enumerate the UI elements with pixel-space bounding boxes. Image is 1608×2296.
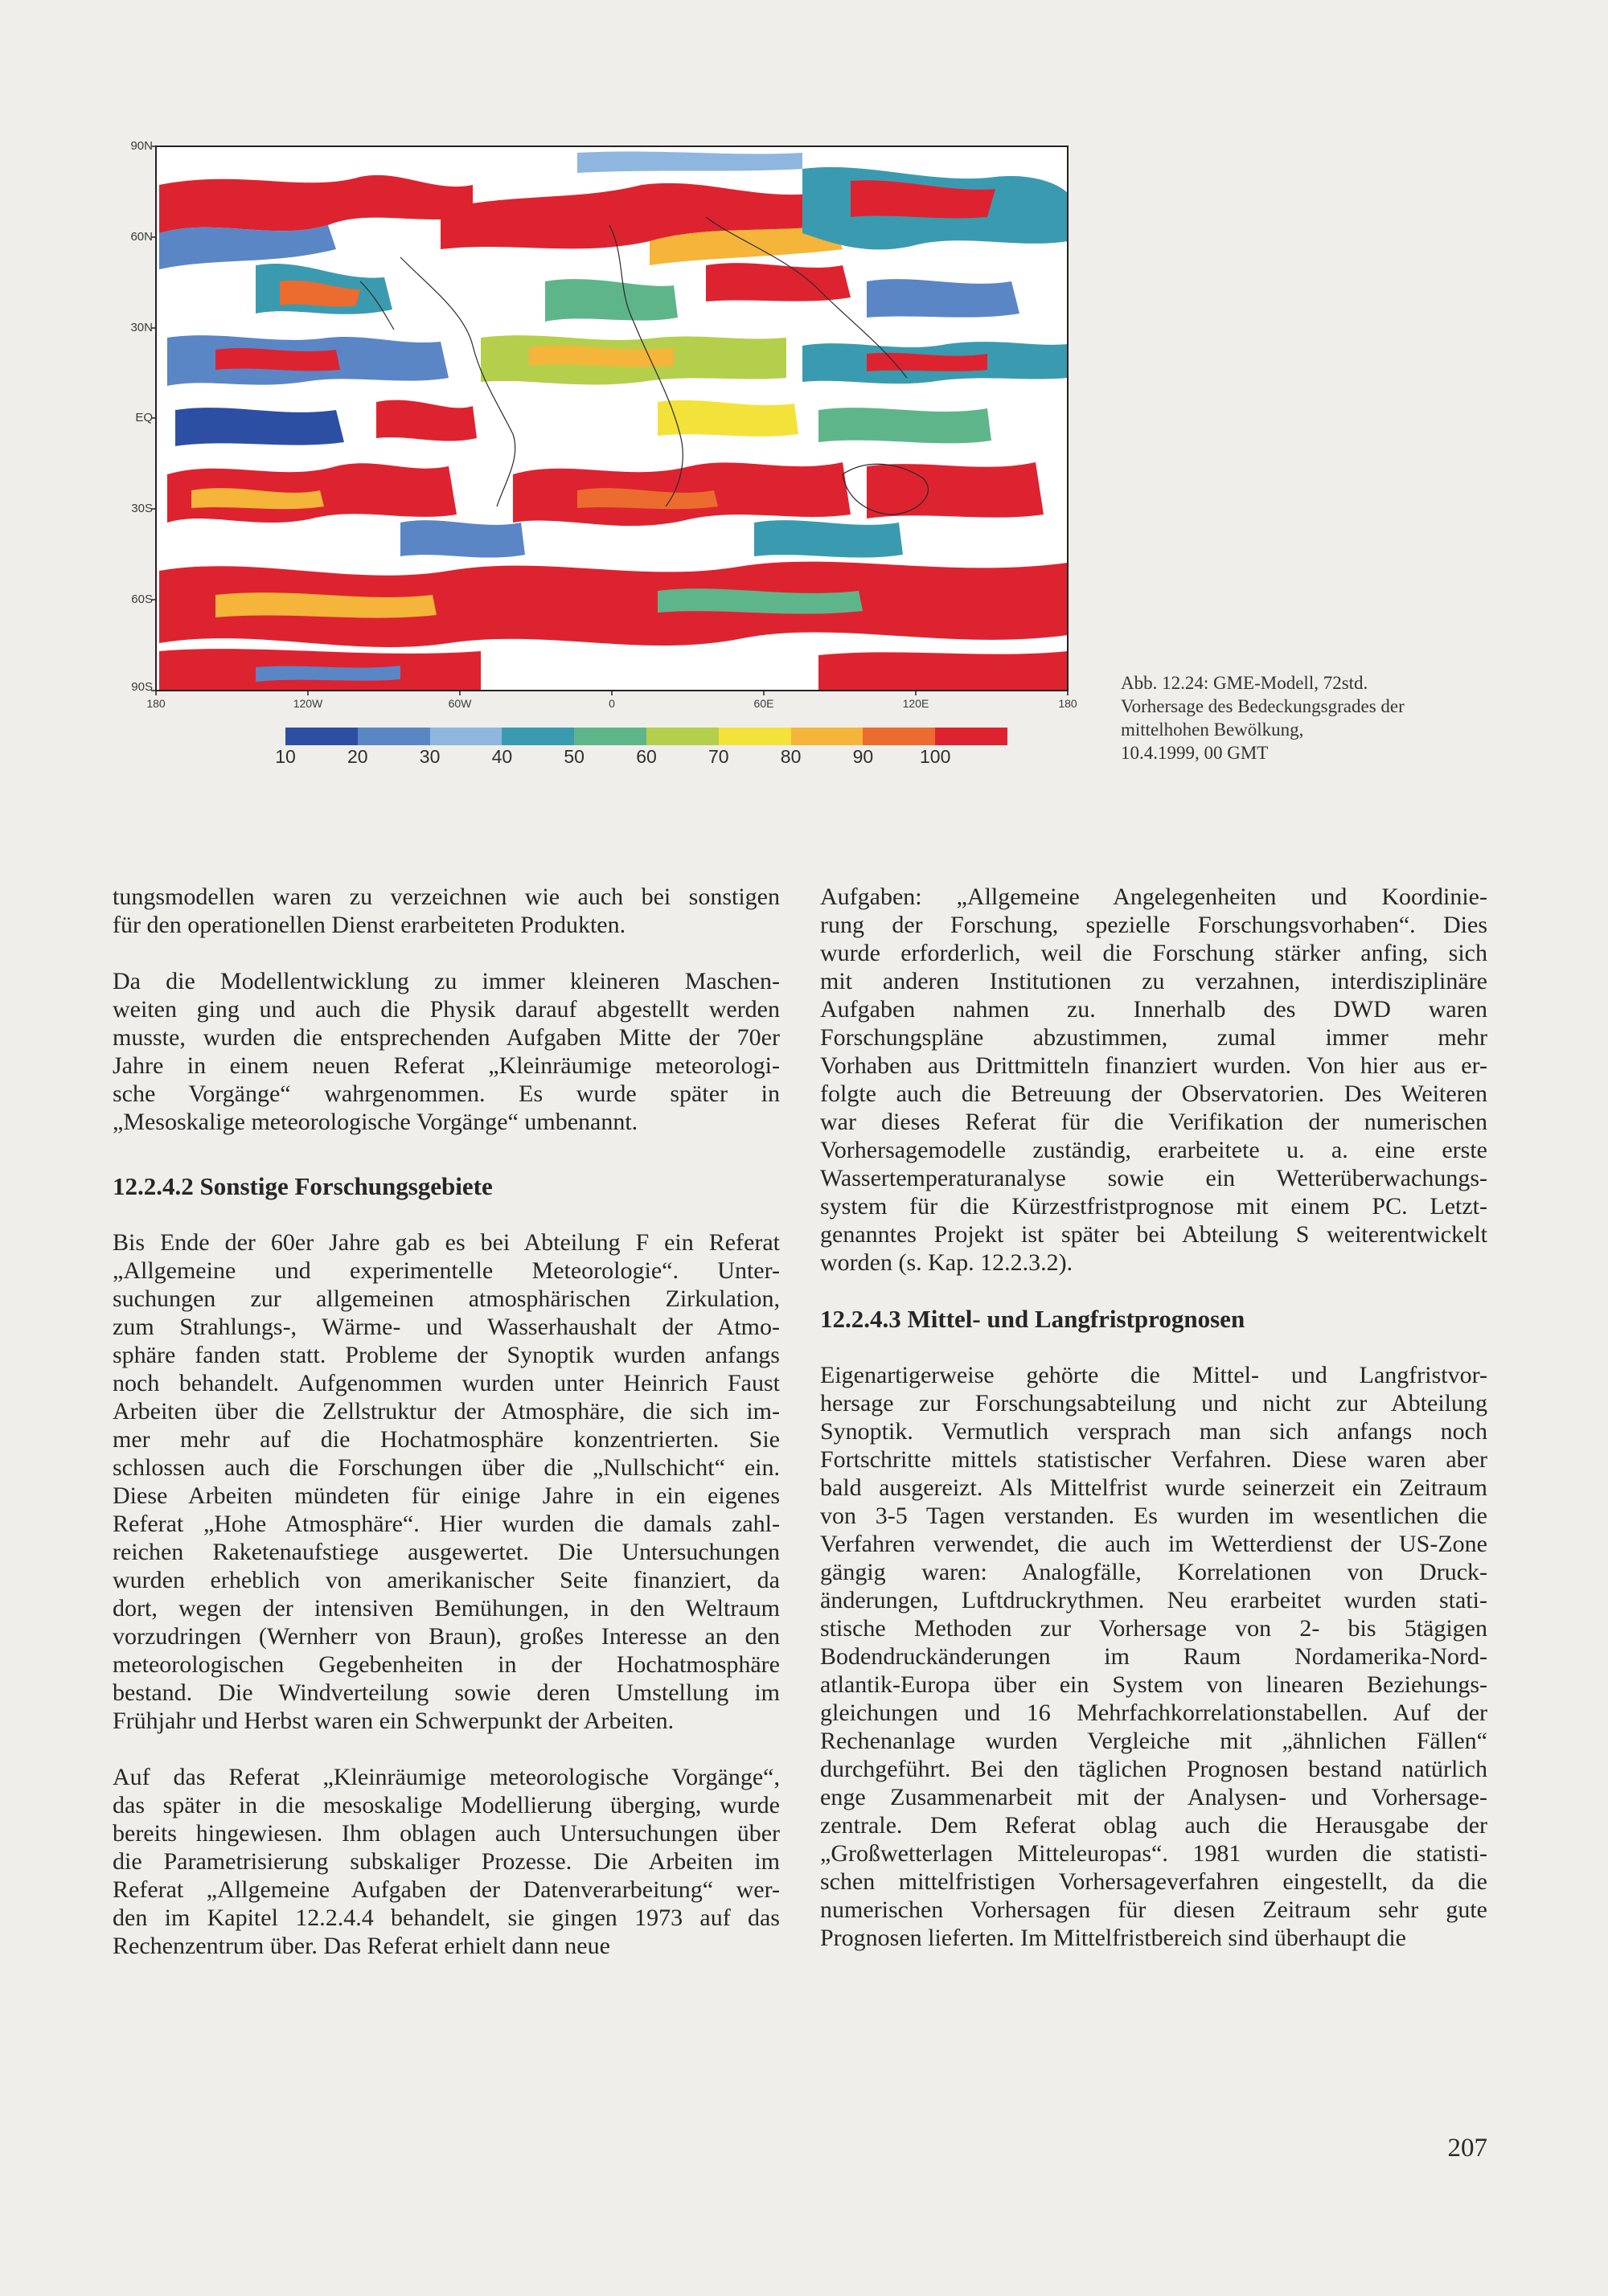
colorbar <box>285 728 1007 745</box>
lon-label: 180 <box>1058 697 1077 710</box>
text-line: „Mesoskalige meteorologische Vorgänge“ umbenannt. <box>113 1109 638 1135</box>
text-line: gleichungen und 16 Mehrfachkorrelationstabellen. Auf der <box>820 1699 1487 1726</box>
paragraph <box>113 1763 780 1960</box>
text-line: Eigenartigerweise gehörte die Mittel- und Langfristvor- <box>820 1362 1487 1388</box>
text-line: rung der Forschung, spezielle Forschungsvorhaben“. Dies <box>820 912 1487 938</box>
colorbar-segment <box>358 728 430 745</box>
text-line: Forschungspläne abzustimmen, zumal immer mehr <box>820 1024 1487 1051</box>
text-line: war dieses Referat für die Verifikation der numerischen <box>820 1109 1487 1135</box>
text-line: bestand. Die Windverteilung sowie deren Umstellung im <box>113 1679 780 1706</box>
text-line: vorzudringen (Wernherr von Braun), großes Interesse an den <box>113 1623 780 1650</box>
text-line: Rechenanlage wurden Vergleiche mit „ähnlichen Fällen“ <box>820 1728 1487 1754</box>
text-line: Auf das Referat „Kleinräumige meteorologische Vorgänge“, <box>113 1764 780 1790</box>
colorbar-label: 10 <box>275 746 296 767</box>
lat-label: 60N <box>130 230 153 244</box>
text-line: Prognosen lieferten. Im Mittelfristbereich sind überhaupt die <box>820 1925 1406 1951</box>
text-line: Bodendruckänderungen im Raum Nordamerika-Nord- <box>820 1643 1487 1670</box>
text-line: noch behandelt. Aufgenommen wurden unter Heinrich Faust <box>113 1370 780 1396</box>
text-line: zum Strahlungs-, Wärme- und Wasserhaushalt der Atmo- <box>113 1314 780 1340</box>
cloud-cover-map-figure <box>95 137 1092 715</box>
lon-label: 60W <box>448 697 472 710</box>
text-line: Aufgaben nahmen zu. Innerhalb des DWD waren <box>820 996 1487 1023</box>
colorbar-label: 90 <box>852 746 874 767</box>
lon-label: 120E <box>902 697 929 710</box>
colorbar-label: 60 <box>636 746 657 767</box>
colorbar-segment <box>502 728 574 745</box>
colorbar-segment <box>646 728 719 745</box>
right-column <box>820 883 1487 1980</box>
text-line: sphäre fanden statt. Probleme der Synoptik wurden anfangs <box>113 1342 780 1368</box>
text-line: schen mittelfristigen Vorhersageverfahren eingestellt, da die <box>820 1868 1487 1895</box>
lon-label: 180 <box>146 697 166 710</box>
lat-label: 90S <box>131 680 153 694</box>
text-line: Arbeiten über die Zellstruktur der Atmosphäre, die sich im- <box>113 1398 780 1425</box>
figure-caption <box>1121 671 1523 765</box>
text-line: „Großwetterlagen Mitteleuropas“. 1981 wurden die statisti- <box>820 1840 1487 1867</box>
colorbar-label: 70 <box>708 746 729 767</box>
colorbar-segment <box>935 728 1007 745</box>
text-line: worden (s. Kap. 12.2.3.2). <box>820 1249 1073 1276</box>
text-line: numerischen Vorhersagen für diesen Zeitraum sehr gute <box>820 1896 1487 1923</box>
text-line: Synoptik. Vermutlich versprach man sich anfangs noch <box>820 1418 1487 1445</box>
text-line: enge Zusammenarbeit mit der Analysen- und Vorhersage- <box>820 1784 1487 1810</box>
paragraph <box>113 1228 780 1735</box>
text-line: system für die Kürzestfristprognose mit einem PC. Letzt- <box>820 1193 1487 1220</box>
text-line: Aufgaben: „Allgemeine Angelegenheiten und Koordinie- <box>820 884 1487 910</box>
text-line: weiten ging und auch die Physik darauf abgestellt werden <box>113 996 780 1023</box>
text-line: Referat „Allgemeine Aufgaben der Datenverarbeitung“ wer- <box>113 1876 780 1903</box>
page-number: 207 <box>1447 2134 1487 2163</box>
text-line: Wassertemperaturanalyse sowie ein Wetterüberwachungs- <box>820 1165 1487 1191</box>
colorbar-labels <box>273 746 981 770</box>
text-line: atlantik-Europa über ein System von linearen Beziehungs- <box>820 1671 1487 1698</box>
lat-label: 90N <box>130 139 153 153</box>
text-line: bald ausgereizt. Als Mittelfrist wurde seinerzeit ein Zeitraum <box>820 1474 1487 1501</box>
caption-line: Vorhersage des Bedeckungsgrades der <box>1121 696 1405 716</box>
text-line: sche Vorgänge“ wahrgenommen. Es wurde später in <box>113 1080 780 1107</box>
text-line: Frühjahr und Herbst waren ein Schwerpunkt der Arbeiten. <box>113 1708 675 1734</box>
text-line: das später in die mesoskalige Modellierung überging, wurde <box>113 1792 780 1818</box>
text-line: Rechenzentrum über. Das Referat erhielt dann neue <box>113 1933 610 1959</box>
text-line: meteorologischen Gegebenheiten in der Hochatmosphäre <box>113 1651 780 1678</box>
text-line: mit anderen Institutionen zu verzahnen, interdisziplinäre <box>820 968 1487 994</box>
text-line: hersage zur Forschungsabteilung und nicht zur Abteilung <box>820 1390 1487 1417</box>
colorbar-segment <box>285 728 358 745</box>
colorbar-label: 100 <box>920 746 951 767</box>
text-line: tungsmodellen waren zu verzeichnen wie auch bei sonstigen <box>113 884 780 910</box>
text-line: Diese Arbeiten mündeten für einige Jahre in ein eigenes <box>113 1482 780 1509</box>
cloud-cover-map <box>95 137 1092 715</box>
text-line: stische Methoden zur Vorhersage von 2- bis 5tägigen <box>820 1615 1487 1642</box>
text-line: für den operationellen Dienst erarbeiteten Produkten. <box>113 912 626 938</box>
colorbar-segment <box>430 728 503 745</box>
lat-label: 60S <box>131 592 153 606</box>
caption-line: 10.4.1999, 00 GMT <box>1121 743 1269 763</box>
text-line: Bis Ende der 60er Jahre gab es bei Abteilung F ein Referat <box>113 1229 780 1256</box>
section-heading: 12.2.4.2 Sonstige Forschungsgebiete <box>113 1172 493 1200</box>
text-line: genanntes Projekt ist später bei Abteilung S weiterentwickelt <box>820 1221 1487 1248</box>
colorbar-label: 20 <box>347 746 368 767</box>
text-line: Jahre in einem neuen Referat „Kleinräumige meteorologi- <box>113 1052 780 1079</box>
lat-label: 30N <box>130 321 153 334</box>
text-line: mer mehr auf die Hochatmosphäre konzentrierten. Sie <box>113 1426 780 1453</box>
text-line: schlossen auch die Forschungen über die „Nullschicht“ ein. <box>113 1454 780 1481</box>
text-line: Vorhersagemodelle zuständig, erarbeitete u. a. eine erste <box>820 1137 1487 1163</box>
lon-label: 60E <box>753 697 774 710</box>
paragraph <box>113 967 780 1136</box>
caption-line: Abb. 12.24: GME-Modell, 72std. <box>1121 673 1368 693</box>
text-line: musste, wurden die entsprechenden Aufgaben Mitte der 70er <box>113 1024 780 1051</box>
paragraph <box>113 883 780 939</box>
text-line: dort, wegen der intensiven Bemühungen, in den Weltraum <box>113 1595 780 1622</box>
section-heading: 12.2.4.3 Mittel- und Langfristprognosen <box>820 1305 1245 1333</box>
left-column <box>113 883 780 1988</box>
text-line: Da die Modellentwicklung zu immer kleineren Maschen- <box>113 968 780 994</box>
paragraph <box>820 1361 1487 1952</box>
text-line: änderungen, Luftdruckrythmen. Neu erarbeitet wurden stati- <box>820 1587 1487 1613</box>
text-line: bereits hingewiesen. Ihm oblagen auch Untersuchungen über <box>113 1820 780 1847</box>
colorbar-segment <box>791 728 863 745</box>
text-line: Verfahren verwendet, die auch im Wetterdienst der US-Zone <box>820 1531 1487 1557</box>
text-line: Fortschritte mittels statistischer Verfahren. Diese waren aber <box>820 1446 1487 1473</box>
colorbar-segment <box>574 728 646 745</box>
lat-label: 30S <box>131 502 153 515</box>
text-line: Vorhaben aus Drittmitteln finanziert wurden. Von hier aus er- <box>820 1052 1487 1079</box>
text-line: „Allgemeine und experimentelle Meteorologie“. Unter- <box>113 1257 780 1284</box>
colorbar-segment <box>719 728 791 745</box>
lat-label: EQ <box>135 411 153 424</box>
text-line: reichen Raketenaufstiege ausgewertet. Die Untersuchungen <box>113 1539 780 1565</box>
text-line: zentrale. Dem Referat oblag auch die Herausgabe der <box>820 1812 1487 1839</box>
caption-line: mittelhohen Bewölkung, <box>1121 720 1304 740</box>
colorbar-label: 80 <box>780 746 802 767</box>
text-line: Referat „Hohe Atmosphäre“. Hier wurden die damals zahl- <box>113 1511 780 1537</box>
text-line: von 3-5 Tagen verstanden. Es wurden im wesentlichen die <box>820 1503 1487 1529</box>
colorbar-segment <box>863 728 935 745</box>
text-line: gängig waren: Analogfälle, Korrelationen von Druck- <box>820 1559 1487 1585</box>
colorbar-label: 40 <box>491 746 513 767</box>
text-line: durchgeführt. Bei den täglichen Prognosen bestand natürlich <box>820 1756 1487 1782</box>
text-line: die Parametrisierung subskaliger Prozesse. Die Arbeiten im <box>113 1848 780 1875</box>
paragraph <box>820 883 1487 1277</box>
colorbar-label: 50 <box>564 746 585 767</box>
text-line: den im Kapitel 12.2.4.4 behandelt, sie gingen 1973 auf das <box>113 1904 780 1931</box>
lon-label: 120W <box>293 697 323 710</box>
text-line: wurde erforderlich, weil die Forschung stärker anfing, sich <box>820 940 1487 966</box>
colorbar-label: 30 <box>419 746 441 767</box>
text-line: suchungen zur allgemeinen atmosphärischen Zirkulation, <box>113 1285 780 1312</box>
text-line: wurden erheblich von amerikanischer Seite finanziert, da <box>113 1567 780 1593</box>
text-line: folgte auch die Betreuung der Observatorien. Des Weiteren <box>820 1080 1487 1107</box>
lon-label: 0 <box>609 697 615 710</box>
